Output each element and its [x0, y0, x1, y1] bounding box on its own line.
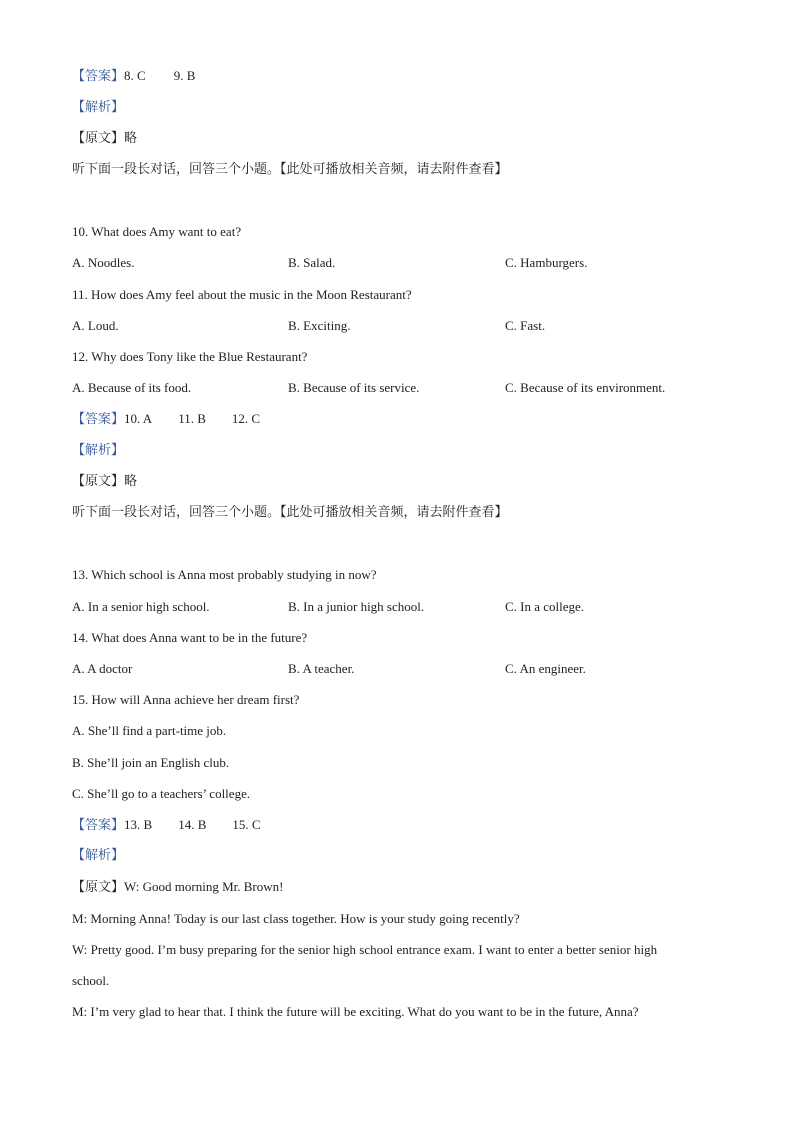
option-b: B. Exciting. — [288, 318, 351, 333]
answer-line — [72, 410, 260, 429]
option-a: A. She’ll find a part-time job. — [72, 723, 227, 738]
transcript-text: 【原文】W: Good morning Mr. Brown! — [72, 879, 284, 894]
analysis-label: 【解析】 — [72, 848, 125, 863]
option-c: C. An engineer. — [505, 661, 586, 676]
answer-label: 【答案】 — [72, 818, 125, 833]
option-c: C. She’ll go to a teachers’ college. — [72, 786, 251, 801]
question: 10. What does Amy want to eat? — [72, 224, 242, 239]
analysis-label: 【解析】 — [72, 100, 125, 115]
answer-item: 8. C — [124, 68, 146, 83]
question: 14. What does Anna want to be in the future? — [72, 630, 308, 645]
transcript-line: school. — [72, 973, 110, 988]
answer-item: 11. B — [178, 411, 206, 426]
answer-item: 10. A — [124, 411, 153, 426]
option-a: A. Because of its food. — [72, 380, 192, 395]
original-text: 【原文】略 — [72, 474, 138, 489]
option-b: B. She’ll join an English club. — [72, 755, 230, 770]
answer-item: 12. C — [231, 411, 261, 426]
transcript-line: M: Morning Anna! Today is our last class together. How is your study going recently? — [72, 911, 520, 926]
transcript-line: M: I’m very glad to hear that. I think the future will be exciting. What do you want to be in the future, Anna? — [72, 1004, 639, 1019]
option-a: A. In a senior high school. — [72, 599, 210, 614]
original-text: 【原文】略 — [72, 131, 138, 146]
option-c: C. Hamburgers. — [505, 255, 588, 270]
answer-item: 9. B — [173, 68, 196, 83]
option-a: A. Loud. — [72, 318, 119, 333]
instruction: 听下面一段长对话，回答三个小题。【此处可播放相关音频，请去附件查看】 — [72, 505, 508, 520]
question: 15. How will Anna achieve her dream first? — [72, 692, 300, 707]
option-b: B. Because of its service. — [288, 380, 420, 395]
option-b: B. A teacher. — [288, 661, 355, 676]
option-c: C. Fast. — [505, 318, 546, 333]
question: 13. Which school is Anna most probably studying in now? — [72, 567, 377, 582]
option-b: B. Salad. — [288, 255, 336, 270]
answer-item: 14. B — [178, 817, 207, 832]
question: 11. How does Amy feel about the music in the Moon Restaurant? — [72, 287, 412, 302]
answer-line — [72, 816, 261, 835]
question: 12. Why does Tony like the Blue Restaurant? — [72, 349, 308, 364]
answer-line — [72, 67, 195, 86]
instruction: 听下面一段长对话，回答三个小题。【此处可播放相关音频，请去附件查看】 — [72, 162, 508, 177]
option-c: C. In a college. — [505, 599, 585, 614]
option-a: A. Noodles. — [72, 255, 135, 270]
option-b: B. In a junior high school. — [288, 599, 425, 614]
answer-label: 【答案】 — [72, 69, 125, 84]
answer-label: 【答案】 — [72, 412, 125, 427]
option-a: A. A doctor — [72, 661, 133, 676]
option-c: C. Because of its environment. — [505, 380, 666, 395]
analysis-label: 【解析】 — [72, 443, 125, 458]
transcript-line: W: Pretty good. I’m busy preparing for the senior high school entrance exam. I want to enter a better senior high — [72, 942, 658, 957]
transcript-line — [72, 878, 283, 896]
answer-item: 13. B — [124, 817, 153, 832]
answer-item: 15. C — [232, 817, 261, 832]
